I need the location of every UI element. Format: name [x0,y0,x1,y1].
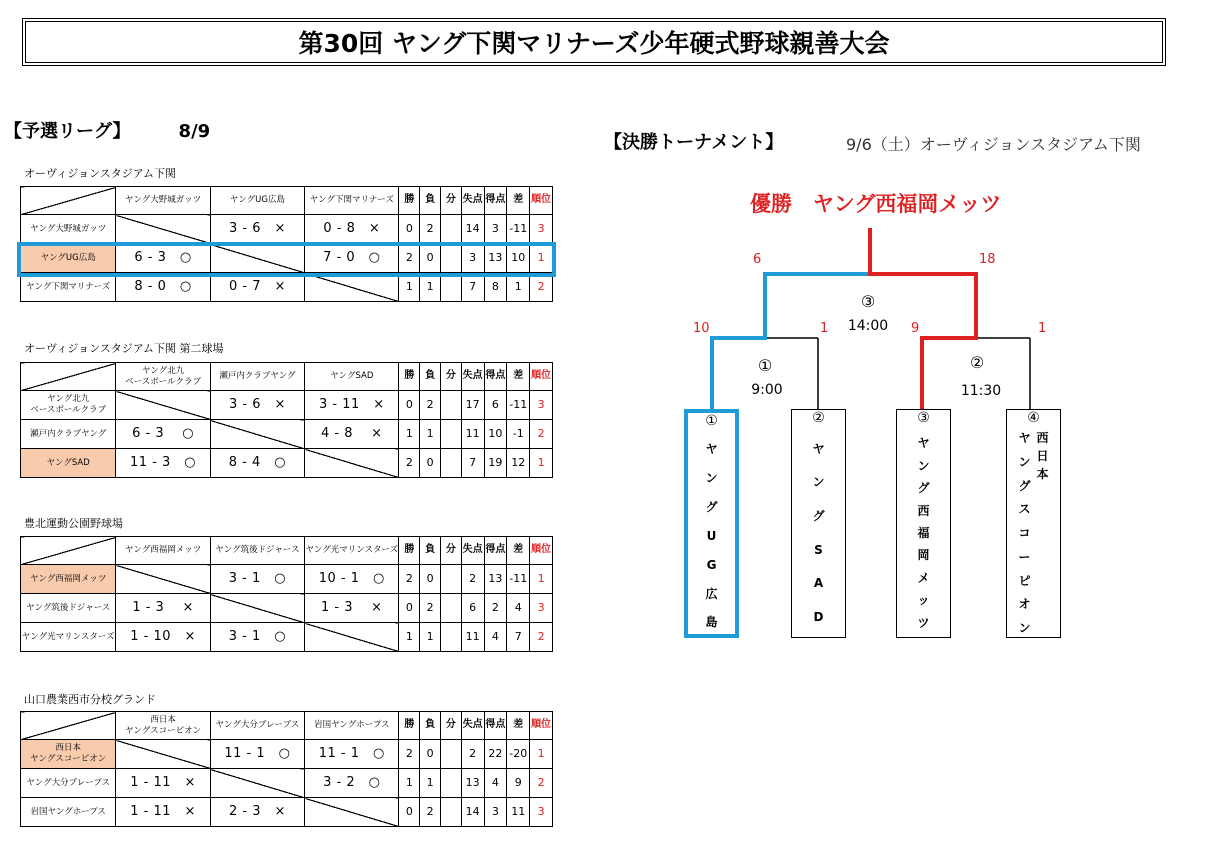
stat-header-win: 勝 [399,187,420,215]
runs-allowed-cell: 14 [461,215,484,244]
losses-cell: 2 [420,215,441,244]
run-diff-cell: -20 [507,740,530,769]
run-diff-cell: 7 [507,623,530,652]
rank-cell: 1 [530,565,553,594]
team-vertical-name: ヤ ン グ ス コ ー ピ オ ン 西 日 本 [1018,431,1049,635]
runs-scored-cell: 3 [484,215,507,244]
stat-header-rank: 順位 [530,712,553,740]
runs-scored-cell: 22 [484,740,507,769]
losses-cell: 2 [420,798,441,827]
run-diff-cell: -11 [507,215,530,244]
stat-header-draw: 分 [440,187,461,215]
team-vertical-name: ヤ ン グ 西 福 岡 メ ッ ツ [917,436,930,630]
run-diff-cell: -11 [507,391,530,420]
wins-cell: 2 [399,449,420,478]
rank-cell: 3 [530,215,553,244]
losses-cell: 2 [420,391,441,420]
match-result: 1 - 11 × [116,798,210,827]
stat-header-diff: 差 [507,363,530,391]
match-result: 3 - 2 ○ [305,769,399,798]
semi1-game-no: ① [757,356,773,375]
column-team-header: ヤング大分ブレーブス [210,712,304,740]
row-team-name: ヤング大分ブレーブス [21,769,116,798]
runs-scored-cell: 4 [484,769,507,798]
match-result: 3 - 6 × [210,215,304,244]
venue-label: オーヴィジョンスタジアム下関 第二球場 [24,342,224,355]
stat-header-rank: 順位 [530,363,553,391]
runs-scored-cell: 13 [484,244,507,273]
rank-cell: 3 [530,798,553,827]
runs-allowed-cell: 7 [461,273,484,302]
match-result: 11 - 3 ○ [116,449,210,478]
runs-allowed-cell: 13 [461,769,484,798]
losses-cell: 0 [420,244,441,273]
stat-header-win: 勝 [399,537,420,565]
final-right-score: 18 [979,252,996,267]
match-result: 1 - 3 × [305,594,399,623]
column-team-header: ヤング筑後ドジャース [210,537,304,565]
row-team-name: ヤング下関マリナーズ [21,273,116,302]
rank-cell: 1 [530,740,553,769]
final-game-time: 14:00 [847,318,889,334]
match-result: 1 - 3 × [116,594,210,623]
run-diff-cell: 11 [507,798,530,827]
stat-header-win: 勝 [399,363,420,391]
match-result: 11 - 1 ○ [305,740,399,769]
row-team-name: ヤング筑後ドジャース [21,594,116,623]
stat-header-runs-allowed: 失点 [461,187,484,215]
column-team-header: ヤングUG広島 [210,187,304,215]
bracket-team-3 [896,409,951,638]
rank-cell: 2 [530,273,553,302]
runs-scored-cell: 2 [484,594,507,623]
losses-cell: 1 [420,273,441,302]
runs-scored-cell: 19 [484,449,507,478]
match-result: 10 - 1 ○ [305,565,399,594]
match-result: 6 - 3 ○ [116,420,210,449]
row-team-name: 瀬戸内クラブヤング [21,420,116,449]
runs-allowed-cell: 2 [461,565,484,594]
semi1-right-score: 1 [820,321,829,336]
run-diff-cell: 9 [507,769,530,798]
run-diff-cell: 10 [507,244,530,273]
match-result: 11 - 1 ○ [210,740,304,769]
runs-scored-cell: 13 [484,565,507,594]
team-vertical-name: ヤ ン グ U G 広 島 [705,442,718,630]
semi2-left-score: 9 [911,321,920,336]
losses-cell: 2 [420,594,441,623]
runs-allowed-cell: 17 [461,391,484,420]
semi1-game-time: 9:00 [751,382,783,398]
match-result: 1 - 10 × [116,623,210,652]
run-diff-cell: 4 [507,594,530,623]
stat-header-loss: 負 [420,712,441,740]
losses-cell: 0 [420,449,441,478]
venue-label: 豊北運動公園野球場 [24,517,123,530]
team-seed: ③ [917,410,930,426]
match-result: 3 - 1 ○ [210,623,304,652]
runs-scored-cell: 6 [484,391,507,420]
rank-cell: 2 [530,769,553,798]
prelim-label: 【予選リーグ】 [4,121,131,142]
rank-cell: 1 [530,244,553,273]
column-team-header: 西日本 ヤングスコーピオン [116,712,210,740]
match-result: 6 - 3 ○ [116,244,210,273]
row-team-name: ヤング北九 ベースボールクラブ [21,391,116,420]
row-team-name: ヤング光マリンスターズ [21,623,116,652]
row-team-name: ヤングUG広島 [21,244,116,273]
match-result: 8 - 0 ○ [116,273,210,302]
runs-allowed-cell: 6 [461,594,484,623]
rank-cell: 3 [530,391,553,420]
semi1-left-score: 10 [693,321,710,336]
runs-allowed-cell: 14 [461,798,484,827]
row-team-name: ヤング大野城ガッツ [21,215,116,244]
match-result: 3 - 1 ○ [210,565,304,594]
champion-label: 優勝 ヤング西福岡メッツ [750,192,1002,216]
rank-cell: 2 [530,623,553,652]
match-result: 8 - 4 ○ [210,449,304,478]
stat-header-runs-scored: 得点 [484,363,507,391]
stat-header-draw: 分 [440,363,461,391]
runs-allowed-cell: 11 [461,420,484,449]
bracket-team-1 [684,409,739,638]
team-vertical-name: ヤ ン グ S A D [812,441,825,625]
column-team-header: ヤング下関マリナーズ [305,187,399,215]
losses-cell: 1 [420,769,441,798]
runs-scored-cell: 10 [484,420,507,449]
column-team-header: ヤング北九 ベースボールクラブ [116,363,210,391]
stat-header-loss: 負 [420,537,441,565]
match-result: 4 - 8 × [305,420,399,449]
stat-header-draw: 分 [440,712,461,740]
stat-header-runs-allowed: 失点 [461,363,484,391]
stat-header-loss: 負 [420,187,441,215]
runs-allowed-cell: 2 [461,740,484,769]
run-diff-cell: 1 [507,273,530,302]
row-team-name: 西日本 ヤングスコーピオン [21,740,116,769]
match-result: 7 - 0 ○ [305,244,399,273]
wins-cell: 0 [399,391,420,420]
wins-cell: 2 [399,244,420,273]
wins-cell: 1 [399,420,420,449]
stat-header-rank: 順位 [530,537,553,565]
column-team-header: ヤング大野城ガッツ [116,187,210,215]
row-team-name: ヤングSAD [21,449,116,478]
final-game-no: ③ [860,292,876,311]
column-team-header: 瀬戸内クラブヤング [210,363,304,391]
final-info: 9/6（土）オーヴィジョンスタジアム下関 [846,135,1141,154]
wins-cell: 1 [399,623,420,652]
stat-header-runs-allowed: 失点 [461,537,484,565]
row-team-name: 岩国ヤングホープス [21,798,116,827]
wins-cell: 2 [399,740,420,769]
team-seed: ④ [1027,410,1040,426]
losses-cell: 0 [420,565,441,594]
losses-cell: 1 [420,420,441,449]
page-title: 第30回 ヤング下関マリナーズ少年硬式野球親善大会 [22,18,1166,66]
runs-allowed-cell: 3 [461,244,484,273]
bracket-team-2 [791,409,846,638]
match-result: 0 - 7 × [210,273,304,302]
stat-header-diff: 差 [507,187,530,215]
rank-cell: 2 [530,420,553,449]
runs-allowed-cell: 11 [461,623,484,652]
match-result: 1 - 11 × [116,769,210,798]
stat-header-loss: 負 [420,363,441,391]
rank-cell: 3 [530,594,553,623]
match-result: 3 - 11 × [305,391,399,420]
stat-header-win: 勝 [399,712,420,740]
stat-header-rank: 順位 [530,187,553,215]
wins-cell: 1 [399,769,420,798]
wins-cell: 2 [399,565,420,594]
stat-header-runs-scored: 得点 [484,187,507,215]
semi2-game-time: 11:30 [960,383,1002,399]
bracket-team-4 [1006,409,1061,638]
runs-allowed-cell: 7 [461,449,484,478]
semi2-game-no: ② [969,353,985,372]
runs-scored-cell: 8 [484,273,507,302]
team-seed: ① [705,413,718,429]
stat-header-runs-scored: 得点 [484,537,507,565]
match-result: 3 - 6 × [210,391,304,420]
wins-cell: 0 [399,215,420,244]
semi2-right-score: 1 [1038,321,1047,336]
stat-header-draw: 分 [440,537,461,565]
losses-cell: 1 [420,623,441,652]
prelim-date: 8/9 [178,121,211,142]
final-left-score: 6 [753,252,762,267]
match-result: 0 - 8 × [305,215,399,244]
losses-cell: 0 [420,740,441,769]
column-team-header: ヤングSAD [305,363,399,391]
stat-header-runs-scored: 得点 [484,712,507,740]
runs-scored-cell: 4 [484,623,507,652]
rank-cell: 1 [530,449,553,478]
wins-cell: 1 [399,273,420,302]
stat-header-diff: 差 [507,537,530,565]
stat-header-diff: 差 [507,712,530,740]
column-team-header: 岩国ヤングホープス [305,712,399,740]
run-diff-cell: 12 [507,449,530,478]
team-seed: ② [812,410,825,426]
venue-label: 山口農業西市分校グランド [24,693,156,706]
row-team-name: ヤング西福岡メッツ [21,565,116,594]
venue-label: オーヴィジョンスタジアム下関 [24,167,177,180]
runs-scored-cell: 3 [484,798,507,827]
wins-cell: 0 [399,594,420,623]
stat-header-runs-allowed: 失点 [461,712,484,740]
match-result: 2 - 3 × [210,798,304,827]
run-diff-cell: -1 [507,420,530,449]
run-diff-cell: -11 [507,565,530,594]
column-team-header: ヤング光マリンスターズ [305,537,399,565]
wins-cell: 0 [399,798,420,827]
column-team-header: ヤング西福岡メッツ [116,537,210,565]
final-label: 【決勝トーナメント】 [604,132,784,153]
